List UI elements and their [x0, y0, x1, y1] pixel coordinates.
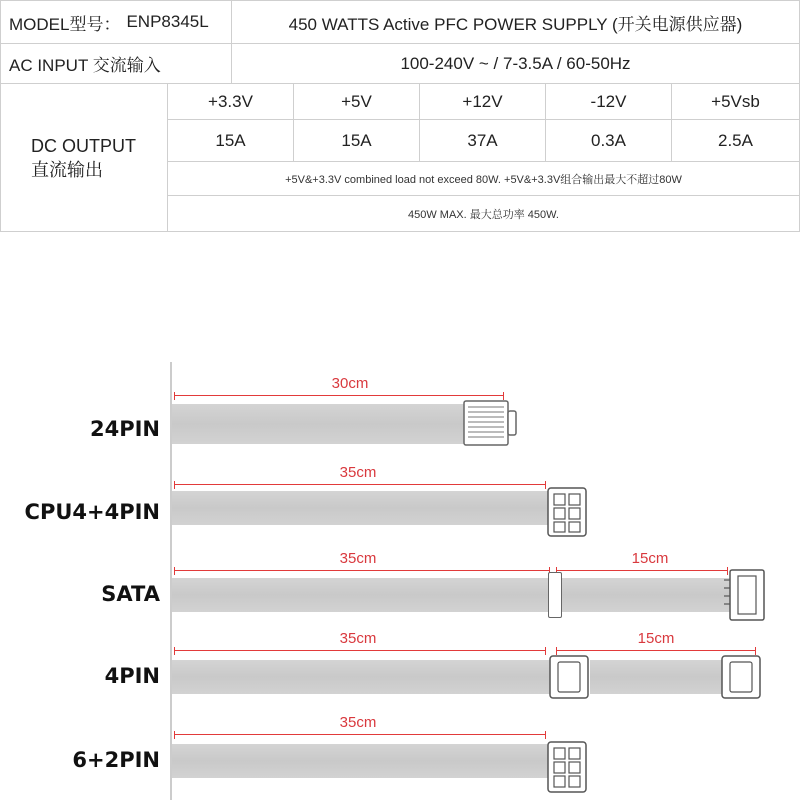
- title-cell: [232, 0, 800, 44]
- connector-24pin-icon: [462, 397, 520, 451]
- rail-current: [672, 120, 800, 162]
- rail-voltage: [168, 84, 294, 120]
- rail-current-text: 2.5A: [718, 130, 753, 150]
- cable-label-cpu: CPU4+4PIN: [24, 500, 160, 524]
- dimension-label: 35cm: [339, 464, 377, 481]
- cable-24pin: [172, 404, 492, 444]
- rail-voltage-text: +3.3V: [208, 91, 253, 111]
- dimension-line: [174, 570, 550, 578]
- rail-voltage-text: +5Vsb: [711, 91, 760, 111]
- cable-pcie: [172, 744, 550, 778]
- connector-cpu-icon: [546, 486, 590, 540]
- combined-load-text: +5V&+3.3V combined load not exceed 80W. +5V&+3.3V组合输出最大不超过80W: [285, 173, 682, 186]
- cable-label-pcie: 6+2PIN: [72, 748, 160, 772]
- cable-label-4pin: 4PIN: [104, 664, 160, 688]
- ac-input-value: 100-240V ~ / 7-3.5A / 60-50Hz: [400, 53, 631, 73]
- model-value: ENP8345L: [126, 12, 209, 31]
- rail-voltage-text: +12V: [462, 91, 503, 111]
- dimension-label: 35cm: [339, 714, 377, 731]
- product-title: 450 WATTS Active PFC POWER SUPPLY (开关电源供应器): [288, 14, 743, 34]
- molex-end-connector-icon: [720, 654, 764, 702]
- dimension-label: 35cm: [339, 630, 377, 647]
- sata-connector-icon: [548, 572, 562, 618]
- spec-table: [0, 0, 800, 232]
- cable-label-24pin: 24PIN: [89, 417, 160, 441]
- dimension-line: [174, 734, 546, 742]
- rail-current-text: 15A: [215, 130, 246, 150]
- cable-4pin-seg1: [172, 660, 550, 694]
- cable-diagram: [0, 232, 800, 800]
- dc-output-label-cn: 直流输出: [31, 159, 103, 180]
- molex-connector-icon: [548, 654, 592, 702]
- cable-4pin-seg2: [590, 660, 722, 694]
- dimension-label: 15cm: [637, 630, 675, 647]
- ac-label-cell: [0, 44, 232, 84]
- rail-current: [546, 120, 672, 162]
- rail-voltage-text: -12V: [590, 91, 627, 111]
- model-cell: [0, 0, 232, 44]
- max-power-note: [168, 196, 800, 232]
- rail-current-text: 0.3A: [591, 130, 626, 150]
- ac-input-label: AC INPUT 交流输入: [9, 56, 161, 75]
- pcie-connector-icon: [546, 740, 590, 796]
- dimension-label: 30cm: [331, 375, 369, 392]
- dimension-label: 15cm: [631, 550, 669, 567]
- rail-current-text: 37A: [467, 130, 498, 150]
- combined-load-note: [168, 162, 800, 196]
- cable-sata-seg2: [562, 578, 732, 612]
- rail-voltage: [546, 84, 672, 120]
- sata-end-connector-icon: [722, 568, 768, 624]
- max-power-text: 450W MAX. 最大总功率 450W.: [408, 208, 559, 221]
- dc-label-cell: [0, 84, 168, 232]
- rail-voltage: [294, 84, 420, 120]
- cable-cpu: [172, 491, 550, 525]
- dc-output-label: DC OUTPUT: [31, 135, 136, 156]
- ac-value-cell: [232, 44, 800, 84]
- rail-current: [420, 120, 546, 162]
- rail-voltage-text: +5V: [341, 91, 372, 111]
- dimension-label: 35cm: [339, 550, 377, 567]
- dimension-line: [174, 395, 504, 403]
- rail-voltage: [672, 84, 800, 120]
- model-label: MODEL型号：: [9, 14, 121, 34]
- cable-label-sata: SATA: [101, 582, 160, 606]
- rail-current-text: 15A: [341, 130, 372, 150]
- dimension-line: [174, 650, 546, 658]
- rail-current: [294, 120, 420, 162]
- rail-current: [168, 120, 294, 162]
- cable-sata-seg1: [172, 578, 550, 612]
- dimension-line: [556, 570, 728, 578]
- rail-voltage: [420, 84, 546, 120]
